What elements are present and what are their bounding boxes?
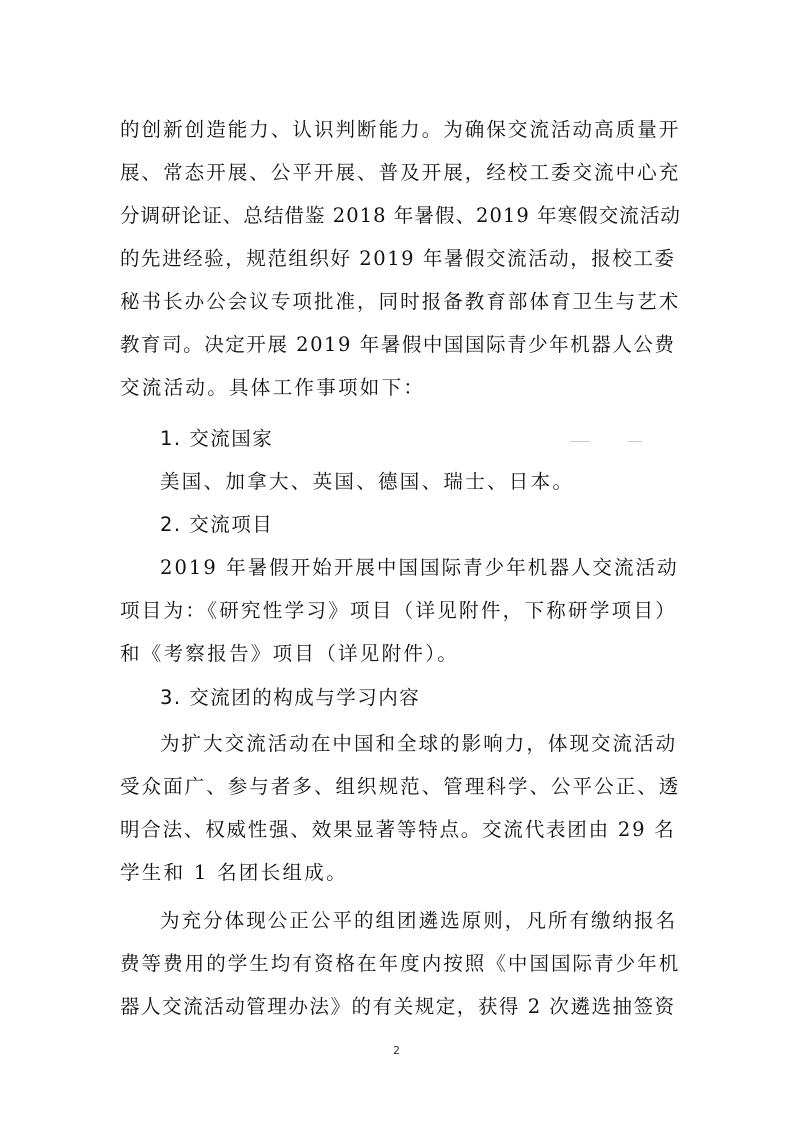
text-line: 交流活动。具体工作事项如下： [120, 376, 426, 399]
text-line: 秘书长办公会议专项批准，同时报备教育部体育卫生与艺术 [120, 290, 681, 313]
section-heading: 3. 交流团的构成与学习内容 [160, 686, 421, 709]
section-heading: 2. 交流项目 [160, 513, 274, 536]
text-line: 展、常态开展、公平开展、普及开展，经校工委交流中心充 [120, 161, 681, 184]
text-line: 美国、加拿大、英国、德国、瑞士、日本。 [160, 470, 575, 493]
scan-artifact [570, 441, 590, 442]
text-line: 2019 年暑假开始开展中国国际青少年机器人交流活动 [160, 556, 679, 579]
text-line: 和《考察报告》项目（详见附件）。 [120, 642, 460, 665]
text-line: 教育司。决定开展 2019 年暑假中国国际青少年机器人公费 [120, 333, 676, 356]
text-line: 项目为：《研究性学习》项目（详见附件，下称研学项目） [120, 599, 678, 622]
text-line: 为扩大交流活动在中国和全球的影响力，体现交流活动 [160, 732, 678, 755]
text-line: 明合法、权威性强、效果显著等特点。交流代表团由 29 名 [120, 818, 676, 841]
text-line: 的先进经验，规范组织好 2019 年暑假交流活动，报校工委 [120, 247, 676, 270]
text-line: 分调研论证、总结借鉴 2018 年暑假、2019 年寒假交流活动 [120, 204, 681, 227]
scan-artifact [628, 441, 642, 442]
text-line: 为充分体现公正公平的组团遴选原则，凡所有缴纳报名 [160, 909, 678, 932]
text-line: 的创新创造能力、认识判断能力。为确保交流活动高质量开 [120, 118, 681, 141]
section-heading: 1. 交流国家 [160, 427, 274, 450]
text-line: 器人交流活动管理办法》的有关规定，获得 2 次遴选抽签资 [120, 995, 676, 1018]
page-number: 2 [393, 1044, 400, 1057]
text-line: 费等费用的学生均有资格在年度内按照《中国国际青少年机 [120, 952, 681, 975]
text-line: 受众面广、参与者多、组织规范、管理科学、公平公正、透 [120, 775, 681, 798]
text-line: 学生和 1 名团长组成。 [120, 861, 348, 884]
